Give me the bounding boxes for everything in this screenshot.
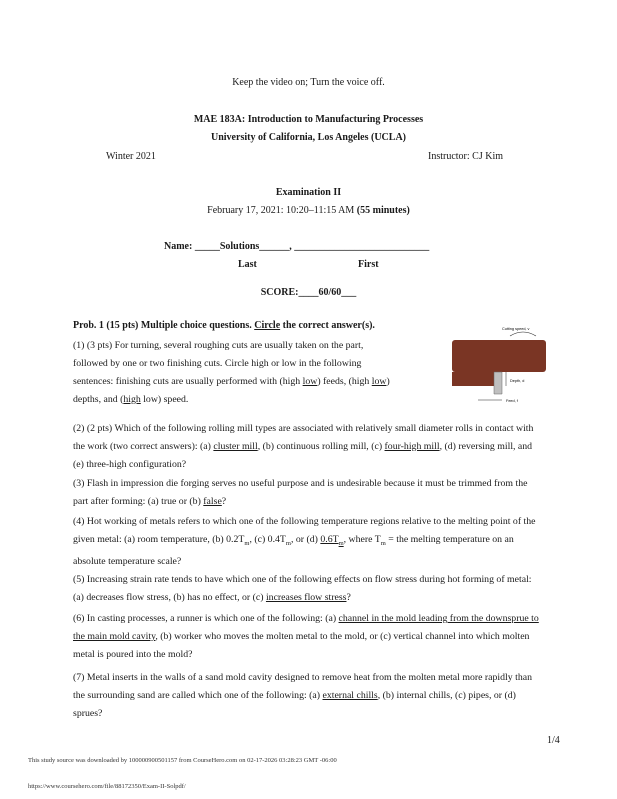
workpiece-step [452, 372, 496, 386]
q1-text: ) feeds, (high [317, 376, 372, 387]
q3-text: ? [221, 496, 227, 507]
q1-line-1: (1) (3 pts) For turning, several roughing cuts are usually taken on the part, [73, 340, 364, 351]
feed-label: Feed, f [506, 399, 518, 403]
depth-label: Depth, d [510, 379, 525, 383]
question-2 [73, 420, 541, 474]
q7-text: , (b) internal chills, (c) pipes, or (d) sprues? [73, 690, 516, 719]
question-7 [73, 669, 541, 723]
name-value: _____Solutions______, ___________________________ [194, 241, 430, 252]
q4-text: , where T [343, 534, 381, 545]
name-label: Name: [164, 241, 193, 252]
q6-text: (6) In casting processes, a runner is which one of the following: (a) [73, 613, 339, 624]
q3-text: (3) Flash in impression die forging serves no useful purpose and is undesirable because it must be trimmed from the part after forming: (a) true or (b) [73, 478, 528, 507]
instructor: Instructor: CJ Kim [428, 151, 503, 162]
q7-answer: external chills [322, 690, 378, 701]
subscript-m: m [244, 539, 250, 547]
q4-text: = the melting temperature on an absolute temperature scale? [73, 534, 514, 567]
question-6 [73, 610, 541, 664]
footer-url[interactable]: https://www.coursehero.com/file/88172350/Exam-II-Solpdf/ [28, 783, 186, 790]
subscript-m: m [338, 539, 344, 547]
q1-text: sentences: finishing cuts are usually performed with (high [73, 376, 303, 387]
q1-answer-feeds: low [302, 376, 318, 387]
footer-source: This study source was downloaded by 100000900501157 from CourseHero.com on 02-17-2026 03:28:23 GMT -06:00 [28, 757, 337, 764]
exam-duration: (55 minutes) [356, 205, 410, 216]
q5-text: ? [346, 592, 351, 603]
q4-answer: 0.6T [320, 534, 339, 545]
q1-answer-speed: high [123, 394, 141, 405]
q2-answer-four-high: four-high mill [384, 441, 440, 452]
question-3 [73, 475, 541, 511]
q4-text: (4) Hot working of metals refers to which one of the following temperature regions relative to the melting point of the given metal: (a) room temperature, (b) 0.2T [73, 516, 536, 545]
q4-text: , or (d) [290, 534, 321, 545]
q1-line-2: followed by one or two finishing cuts. Circle high or low in the following [73, 358, 362, 369]
question-1 [73, 337, 443, 409]
q2-text: , (b) continuous rolling mill, (c) [257, 441, 385, 452]
exam-date-line [0, 205, 617, 216]
q7-text: (7) Metal inserts in the walls of a sand mold cavity designed to remove heat from the molten metal more rapidly than the surrounding sand are called which one of the following: (a) [73, 672, 532, 701]
q3-answer: false [203, 496, 222, 507]
q5-answer: increases flow stress [265, 592, 347, 603]
q1-text: low) speed. [140, 394, 189, 405]
q5-text: (5) Increasing strain rate tends to have which one of the following effects on flow stress during hot forming of metal: (a) decreases flow stress, (b) has no effect, or (c) [73, 574, 532, 603]
circle-word: Circle [254, 320, 281, 331]
term: Winter 2021 [106, 151, 156, 162]
first-label: First [358, 259, 379, 270]
header-note: Keep the video on; Turn the voice off. [232, 77, 385, 88]
score-label: SCORE: [260, 287, 299, 298]
exam-title: Examination II [275, 187, 342, 198]
q1-text: ) [386, 376, 390, 387]
question-4 [73, 513, 541, 571]
workpiece [452, 340, 546, 372]
q2-answer-cluster: cluster mill [213, 441, 258, 452]
q2-text: , (d) reversing mill, and (e) three-high configuration? [73, 441, 533, 470]
name-line [164, 241, 429, 252]
q4-text: , (c) 0.4T [249, 534, 286, 545]
problem-title-end: the correct answer(s). [282, 320, 375, 331]
university-name: University of California, Los Angeles (UCLA) [211, 132, 406, 143]
page-number: 1/4 [547, 735, 560, 746]
q2-text: (2) (2 pts) Which of the following rolling mill types are associated with relatively small diameter rolls in contact with the work (two correct answers): (a) [73, 423, 534, 452]
subscript-m: m [380, 539, 386, 547]
q6-answer: channel in the mold leading from the downsprue to the main mold cavity [73, 613, 539, 642]
last-label: Last [238, 259, 257, 270]
q1-text: depths, and ( [73, 394, 124, 405]
problem-title [73, 320, 375, 331]
cutting-tool [494, 372, 502, 394]
score-line [0, 287, 617, 298]
cutting-speed-arrow [510, 332, 536, 336]
q6-text: , (b) worker who moves the molten metal to the mold, or (c) vertical channel into which molten metal is poured into the mold? [73, 631, 530, 660]
question-5 [73, 571, 541, 607]
score-value: ____60/60___ [298, 287, 357, 298]
q1-answer-depths: low [371, 376, 387, 387]
course-title: MAE 183A: Introduction to Manufacturing Processes [193, 114, 424, 125]
turning-diagram [448, 324, 548, 408]
problem-title-text: Prob. 1 (15 pts) Multiple choice questions. [73, 320, 252, 331]
exam-date: February 17, 2021: 10:20–11:15 AM [207, 205, 355, 216]
subscript-m: m [285, 539, 291, 547]
cutting-speed-label: Cutting speed, v [502, 327, 530, 331]
